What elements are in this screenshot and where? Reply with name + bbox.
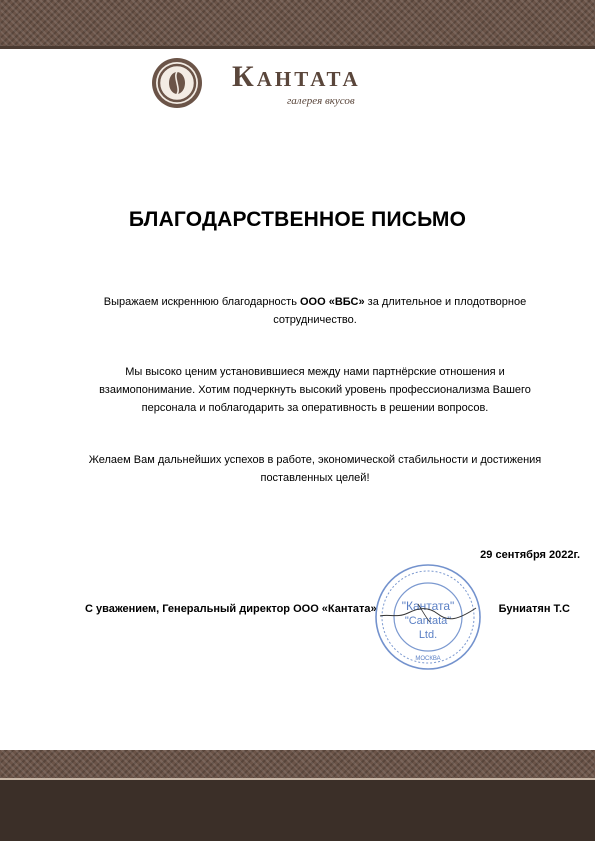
footer-bar bbox=[0, 780, 595, 841]
letter-date: 29 сентября 2022г. bbox=[480, 549, 580, 561]
paragraph-text: Желаем Вам дальнейших успехов в работе, экономической стабильности и достижения bbox=[88, 454, 542, 466]
closing-line: С уважением, Генеральный директор ООО «Кантата» bbox=[85, 603, 377, 615]
stamp-ring-text: МОСКВА bbox=[415, 656, 441, 662]
stamp-text-ltd: Ltd. bbox=[418, 629, 438, 641]
paragraph-text: поставленных целей! bbox=[260, 472, 370, 484]
paragraph-wishes bbox=[60, 451, 570, 487]
coffee-bean-logo-icon bbox=[151, 57, 203, 109]
stamp-text-en: "Cantata" bbox=[404, 615, 452, 627]
letter-title: БЛАГОДАРСТВЕННОЕ ПИСЬМО bbox=[128, 208, 467, 231]
paragraph-text: Мы высоко ценим установившиеся между нами партнёрские отношения и bbox=[125, 366, 505, 378]
paragraph-text: персонала и поблагодарить за оперативность в решении вопросов. bbox=[141, 402, 489, 414]
paragraph-partnership bbox=[60, 363, 570, 417]
brand-name: Кантата bbox=[232, 60, 361, 93]
header-divider bbox=[0, 46, 595, 49]
stamp-text-ru: "Кантата" bbox=[401, 599, 455, 613]
paragraph-text: Выражаем искреннюю благодарность bbox=[103, 296, 300, 308]
footer-pattern-band bbox=[0, 750, 595, 778]
handwritten-signature bbox=[378, 596, 478, 626]
paragraph-text: сотрудничество. bbox=[273, 314, 357, 326]
signer-name: Буниатян Т.С bbox=[498, 603, 570, 615]
company-name: ООО «ВБС» bbox=[300, 296, 365, 308]
paragraph-text: за длительное и плодотворное bbox=[364, 296, 527, 308]
brand-tagline: галерея вкусов bbox=[287, 95, 355, 107]
header-pattern-band bbox=[0, 0, 595, 46]
paragraph-text: взаимопонимание. Хотим подчеркнуть высокий уровень профессионализма Вашего bbox=[99, 384, 531, 396]
paragraph-gratitude bbox=[60, 293, 570, 329]
